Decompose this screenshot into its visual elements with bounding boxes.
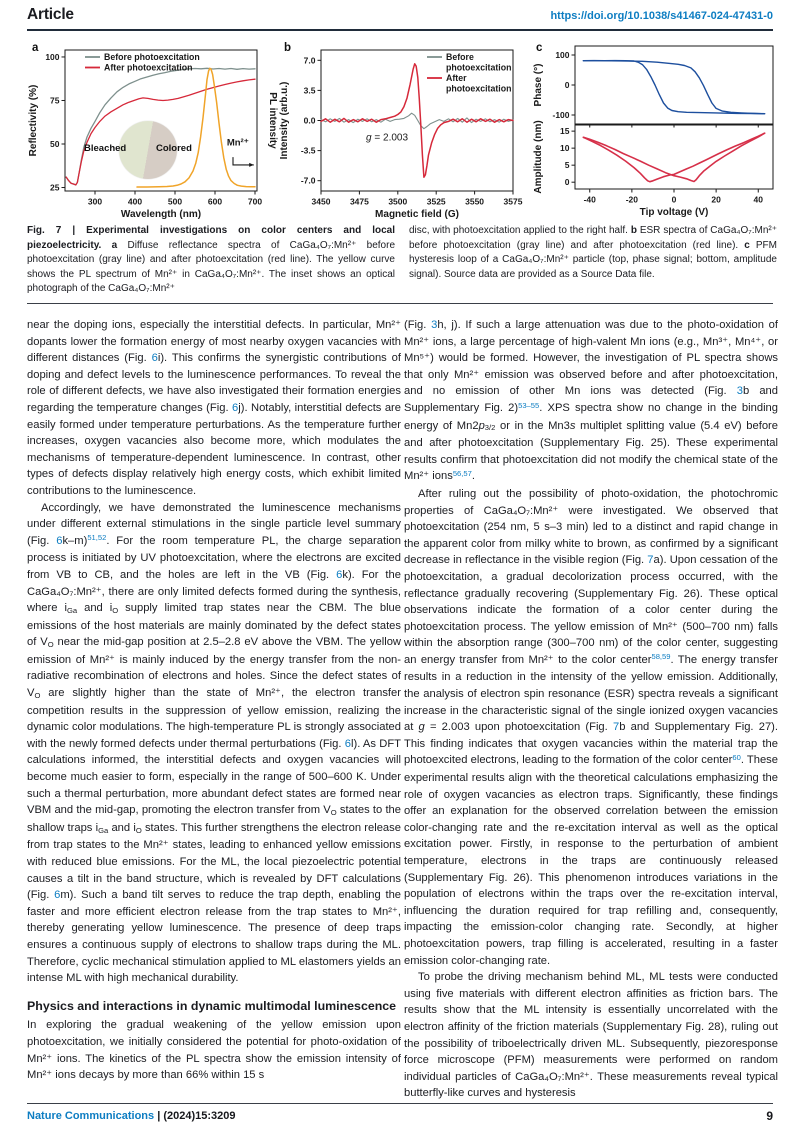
svg-text:Mn²⁺: Mn²⁺ <box>226 137 249 149</box>
svg-text:Before: Before <box>446 52 474 62</box>
svg-text:15: 15 <box>560 126 570 137</box>
section-heading: Physics and interactions in dynamic multimodal luminescence <box>27 998 397 1013</box>
svg-text:Wavelength (nm): Wavelength (nm) <box>120 209 202 220</box>
svg-text:0.0: 0.0 <box>303 115 316 126</box>
svg-text:-3.5: -3.5 <box>300 145 316 156</box>
svg-text:Before photoexcitation: Before photoexcitation <box>104 52 200 62</box>
svg-text:-100: -100 <box>552 110 570 120</box>
svg-text:Intensity (arb.u.): Intensity (arb.u.) <box>279 81 290 160</box>
paragraph: To probe the driving mechanism behind ML, ML tests were conducted using five materials with different electron affinities as friction bars. The results show that the ML intensity is essentially uncorrelated with the electron affinity of the friction materials (Supplementary Fig. 28), ruling out the possibility of triboelectrically driven ML. Subsequently, piezoresponse force microscope (PFM) measurements were performed on random individual particles of CaGa₄O₇:Mn²⁺. These measurements reveal typical butterfly-like curves and hysteresis <box>404 971 778 1100</box>
figure-7 <box>0 0 800 220</box>
svg-text:3.5: 3.5 <box>303 85 316 96</box>
svg-text:photoexcitation: photoexcitation <box>446 83 512 94</box>
svg-text:3500: 3500 <box>388 196 408 207</box>
svg-text:Amplitude (nm): Amplitude (nm) <box>533 120 544 194</box>
panel-c-amplitude-chart <box>529 120 785 218</box>
svg-text:Tip voltage (V): Tip voltage (V) <box>639 207 709 218</box>
paragraph: near the doping ions, especially the interstitial defects. In particular, Mn²⁺ dopants lower the formation energy of most nearby oxygen vacancies with different distances (Fig. 6i). This confirms the synergistic contributions of doping and defect levels to the luminescence performances. To reveal the role of different defects, we have also investigated their formation energies regarding the temperature changes (Fig. 6j). Notably, interstitial defects are easily formed under temperature perturbations. As the temperature further increases, oxygen vacancies also become more, which modulates the mechanisms of temperature-dependent luminescence. In contrast, other types of defects display relatively high energy costs, which exhibit limited contributions to the luminescence. <box>27 319 401 497</box>
series-phase sweep 1 <box>583 61 764 114</box>
paragraph: After ruling out the possibility of photo-oxidation, the photochromic properties of CaGa₄O₇:Mn²⁺ were investigated. We observed that photoexcitation (254 nm, 5 s–3 min) led to a distinct and rapid change in the apparent color from milky white to brown, as confirmed by a significant decrease in reflectance in the visible region (Fig. 7a). Upon cessation of the photoexcitation, a gradual decolorization process occurred, with the reflectance gradually recovering (Supplementary Fig. 26). These optical observations indicate the formation of a color center during the photoexcitation process. The yellow emission of Mn²⁺ (500–700 nm) falls within the absorption range (300–700 nm) of the color center, suggesting an energy transfer from Mn²⁺ to the color center$^{58,59}$. The energy transfer results in a reduction in the intensity of the yellow emission. Additionally, the analysis of electron spin resonance (ESR) spectra reveals a significant increase in the characteristic signal of the single ionized oxygen vacancies at g = 2.003 upon photoexcitation (Fig. 7b and Supplementary Fig. 27). This finding indicates that oxygen vacancies within the material trap the photoexcited electrons, leading to the formation of the color center$^{60}$. These experimental results align with the theoretical calculations emphasizing the role of oxygen vacancies as electron traps. Significantly, these findings offer an explanation for the observed correlation between the emission color-changing rate and the re-excitation interval as well as the optical excitation power. Firstly, in response to the perturbation of ambient temperature, electrons in the traps are continuously released (Supplementary Fig. 26). This phenomenon introduces variations in the population of electrons within the traps over the re-excitation interval, influencing the duration required for trap refilling and, consequently, impacting the emission-color changing rate. Secondly, at higher photoexcitation powers, trap filling is accelerated, resulting in a faster emission color-changing rate. <box>404 487 778 967</box>
doi-link[interactable]: https://doi.org/10.1038/s41467-024-47431-0 <box>550 10 773 22</box>
svg-text:75: 75 <box>50 95 60 106</box>
panel-label-b: b <box>284 42 292 54</box>
svg-text:Phase (°): Phase (°) <box>533 63 544 107</box>
svg-text:-20: -20 <box>625 194 639 205</box>
body-column-right <box>404 317 778 1101</box>
svg-text:100: 100 <box>555 50 570 60</box>
svg-text:50: 50 <box>50 139 60 149</box>
svg-text:Magnetic field (G): Magnetic field (G) <box>375 209 459 220</box>
svg-text:40: 40 <box>753 194 763 205</box>
svg-text:3575: 3575 <box>503 196 523 207</box>
svg-text:0: 0 <box>564 177 570 188</box>
svg-text:g = 2.003: g = 2.003 <box>366 132 409 144</box>
svg-text:-7.0: -7.0 <box>300 175 316 186</box>
article-type-label: Article <box>27 6 74 23</box>
page-number: 9 <box>766 1109 773 1123</box>
svg-text:500: 500 <box>167 196 183 207</box>
paragraph: Accordingly, we have demonstrated the luminescence mechanisms under different external stimulations in the single particle level summary (Fig. 6k–m)$^{51,52}$. For the room temperature PL, the charge separation process is initiated by UV photoexcitation, where the electrons are excited from VB to CB, and the holes are left in the VB (Fig. 6k). For the CaGa₄O₇:Mn²⁺, there are only limited defects formed during the synthesis, where iGa and iO supply limited trap states near the CBM. The blue emissions of the host materials are mainly dominated by the defect states of VO near the mid-gap position at 2.5–2.8 eV above the VBM. The yellow emission of Mn²⁺ is mainly induced by the energy transfer from the non-radiative recombination of electrons and holes. Since the defect states of VO are slightly higher than the state of Mn²⁺, the electron transfer competition results in the suppression of yellow emission, realizing the dynamic color modulations. The high-temperature PL is strongly associated with the newly formed defects under thermal perturbations (Fig. 6l). As DFT calculations informed, the interstitial defects and oxygen vacancies will become much easier to form, especially in the range of 500–600 K. Under such a thermal perturbation, more abundant defect states are formed near VBM and the mid-gap, promoting the electron transfer from VO states to the shallow traps iGa and iO states. This further strengthens the electron release from trap states to the Mn²⁺ states, leading to enhanced yellow emissions with reduced blue emissions. For the ML, the local piezoelectric potential causes a tilt in the band structure, which is revealed by DFT calculations (Fig. 6m). Such a band tilt serves to reduce the trap depth, enabling the faster and more efficient electron release from the trap states to Mn²⁺, thereby generating yellow luminescence. The presence of deep traps ensures a continuous supply of electrons to shallow traps during the ML. Therefore, cyclic mechanical stimulation applied to ML elastomers yields an intense ML with high mechanical durability. <box>27 501 401 985</box>
series-amplitude sweep 1 <box>583 133 764 182</box>
svg-text:3550: 3550 <box>465 196 485 207</box>
svg-text:10: 10 <box>560 143 570 154</box>
svg-text:20: 20 <box>711 194 721 205</box>
svg-text:3450: 3450 <box>311 196 331 207</box>
panel-label-a: a <box>32 42 39 54</box>
panel-label-c: c <box>536 42 543 54</box>
svg-text:100: 100 <box>45 51 60 62</box>
svg-text:300: 300 <box>87 196 103 207</box>
figure-caption-right: disc, with photoexcitation applied to the right half. b ESR spectra of CaGa₄O₇:Mn²⁺ before photoexcitation (gray line) and after photoexcitation (red line). c PFM hysteresis loop of a CaGa₄O₇:Mn²⁺ particle (top, phase signal; bottom, amplitude signal). Source data are provided as a Source Data file. <box>409 225 777 280</box>
series-phase sweep 2 <box>583 61 764 114</box>
inset-colored-label: Colored <box>156 143 192 154</box>
svg-text:photoexcitation: photoexcitation <box>446 62 512 73</box>
panel-c-phase-chart <box>529 38 785 125</box>
svg-text:25: 25 <box>50 182 60 193</box>
svg-text:5: 5 <box>564 160 570 171</box>
svg-text:0: 0 <box>564 80 570 90</box>
journal-name: Nature Communications <box>27 1110 155 1122</box>
svg-text:3525: 3525 <box>426 196 446 207</box>
paragraph: (Fig. 3h, j). If such a large attenuation was due to the photo-oxidation of Mn²⁺ ions, a large percentage of high-valent Mn ions (e.g., Mn³⁺, Mn⁴⁺, or Mn⁵⁺) would be formed. However, the investigation of PL spectra shows that only Mn²⁺ emission was observed before and after photoexcitation, and no emission of other Mn ions was detected (Fig. 3b and Supplementary Fig. 2)$^{53-55}$. XPS spectra show no change in the binding energy of Mn2p3/2 or in the Mn3s multiplet splitting value (5.4 eV) before and after photoexcitation (Supplementary Fig. 25). These experimental results confirm that photoexcitation did not modify the chemical state of the Mn²⁺ ions$^{56,57}$. <box>404 319 778 483</box>
footer-rule <box>27 1103 773 1104</box>
svg-text:0: 0 <box>671 194 677 205</box>
svg-text:PL intensity: PL intensity <box>267 92 278 149</box>
svg-text:-40: -40 <box>583 194 596 205</box>
paragraph: In exploring the gradual weakening of the yellow emission upon photoexcitation, we initially considered the potential for photo-oxidation of Mn²⁺ ions. The kinetics of the PL spectra show the emission intensity of Mn²⁺ ions decays by more than 66% within 15 s <box>27 1019 401 1082</box>
svg-text:After photoexcitation: After photoexcitation <box>104 62 193 73</box>
svg-text:3475: 3475 <box>349 196 369 207</box>
svg-text:400: 400 <box>127 196 143 207</box>
svg-text:7.0: 7.0 <box>303 55 316 66</box>
svg-text:700: 700 <box>247 196 263 207</box>
figure-caption-left: Fig. 7 | Experimental investigations on color centers and local piezoelectricity. a Diffuse reflectance spectra of CaGa₄O₇:Mn²⁺ before photoexcitation (gray line) and after photoexcitation (red line). The yellow curve shows the PL spectrum of Mn²⁺ in CaGa₄O₇:Mn²⁺. The inset shows an optical photograph of the CaGa₄O₇:Mn²⁺ <box>27 225 396 295</box>
body-column-left <box>27 317 401 1101</box>
panel-b-esr-chart <box>277 38 523 218</box>
volume-citation: | (2024)15:3209 <box>157 1110 236 1122</box>
caption-rule <box>27 303 773 304</box>
inset-bleached-label: Bleached <box>84 143 127 154</box>
svg-text:Reflectivity (%): Reflectivity (%) <box>28 84 39 157</box>
footer-citation <box>27 1110 236 1122</box>
svg-text:After: After <box>446 73 467 83</box>
svg-text:600: 600 <box>207 196 223 207</box>
